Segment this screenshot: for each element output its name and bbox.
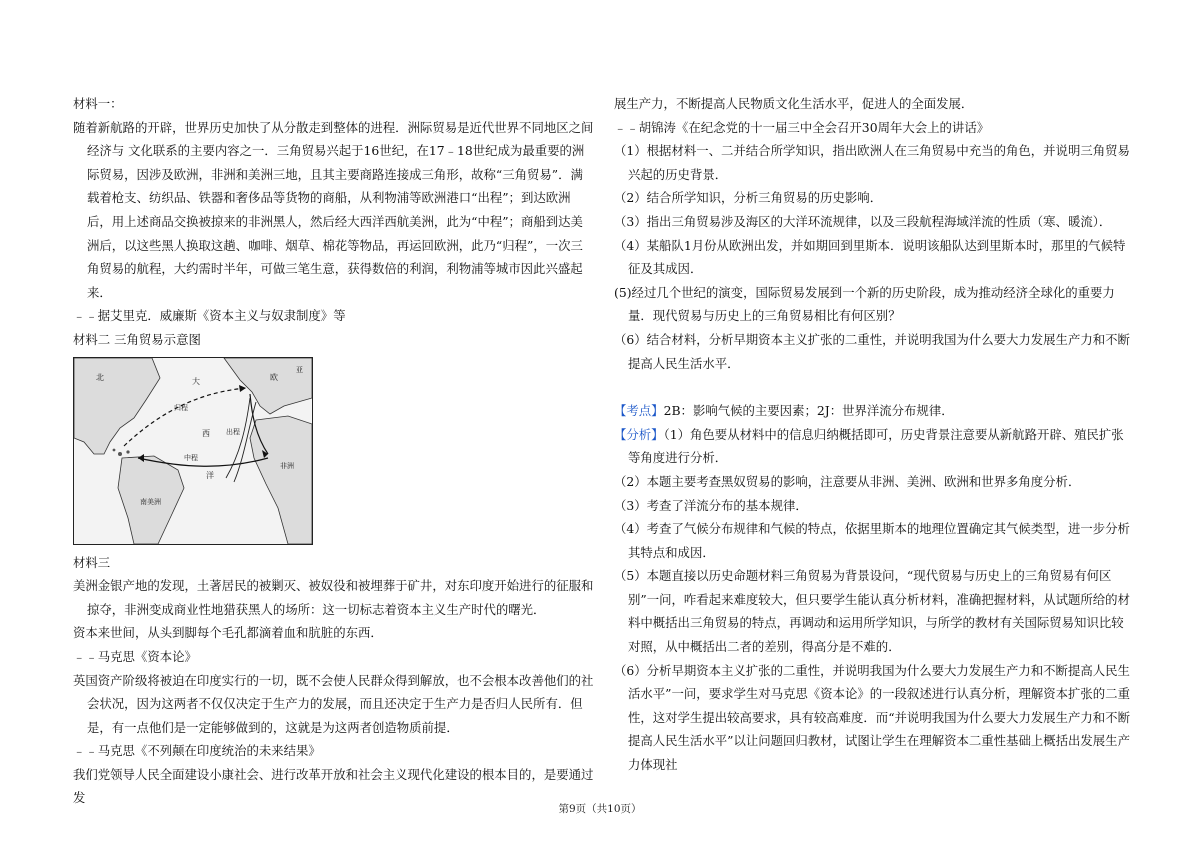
- map-label-north: 北: [96, 372, 104, 382]
- fenxi-text-1: （1）角色要从材料中的信息归纳概括即可，历史背景注意要从新航路开辟、殖民扩张等角度进行分析．: [628, 426, 1124, 466]
- material-3-source-1: ﹣﹣马克思《资本论》: [73, 648, 197, 664]
- triangle-trade-map: [73, 357, 313, 545]
- material-1-title: 材料一：: [73, 96, 123, 111]
- kaodian-tag: 【考点】: [614, 403, 664, 419]
- map-label-xi: 西: [202, 428, 210, 438]
- material-3-source-2: ﹣﹣马克思《不列颠在印度统治的未来结果》: [73, 743, 321, 759]
- material-3-text-3: 英国资产阶级将被迫在印度实行的一切，既不会使人民群众得到解放，也不会根本改善他们的社会状况，因为这两者不仅仅决定于生产力的发展，而且还决定于生产力是否归人民所有．但是，有一点他们是一定能够做到的，这就是为这两者创造物质前提．: [73, 672, 594, 735]
- page-footer: 第9页（共10页）: [558, 803, 642, 815]
- fenxi-tag: 【分析】: [614, 426, 664, 442]
- map-label-zhong: 中程: [184, 453, 198, 462]
- question-5: (5)经过几个世纪的演变，国际贸易发展到一个新的历史阶段，成为推动经济全球化的重要力量．现代贸易与历史上的三角贸易相比有何区别？: [614, 284, 1115, 324]
- fenxi-6: （6）分析早期资本主义扩张的二重性，并说明我国为什么要大力发展生产力和不断提高人民生活水平”一问，要求学生对马克思《资本论》的一段叙述进行认真分析，理解资本扩张的二重性，这对学生提出较高要求，具有较高难度．而“并说明我国为什么要大力发展生产力和不断提高人民生活水平”以让问题回归教材，试图让学生在理解资本二重性基础上概括出发展生产力体现社: [614, 662, 1130, 773]
- question-4: （4）某船队1月份从欧洲出发，并如期回到里斯本．说明该船队达到里斯本时，那里的气候特征及其成因．: [614, 237, 1126, 277]
- africa-shape: [250, 416, 312, 544]
- material-4-source: ﹣﹣胡锦涛《在纪念党的十一届三中全会召开30周年大会上的讲话》: [614, 119, 990, 135]
- material-1-text: 随着新航路的开辟，世界历史加快了从分散走到整体的进程．洲际贸易是近代世界不同地区之间经济与 文化联系的主要内容之一．三角贸易兴起于16世纪，在17﹣18世纪成为最重要的洲际贸易，因涉及欧洲，非洲和美洲三地，且其主要商路连接成三角形，故称“三角贸易”．满载着枪支、纺织品、铁器和奢侈品等货物的商船，从利物浦等欧洲港口“出程”；到达欧洲后，用上述商品交换被掠来的非洲黑人，然后经大西洋西航美洲，此为“中程”；商船到达美洲后，以这些黑人换取这趟、咖啡、烟草、棉花等物品，再运回欧洲，此乃“归程”，一次三角贸易的航程，大约需时半年，可做三笔生意，获得数倍的利润，利物浦等城市因此兴盛起来．: [73, 119, 594, 300]
- north-america-shape: [74, 358, 160, 454]
- map-label-chu: 出程: [226, 427, 240, 436]
- map-label-yang: 洋: [206, 470, 214, 480]
- material-2-title: 材料二 三角贸易示意图: [73, 331, 201, 347]
- material-3-text-1: 美洲金银产地的发现，土著居民的被剿灭、被奴役和被埋葬于矿井，对东印度开始进行的征服和掠夺，非洲变成商业性地猎获黑人的场所：这一切标志着资本主义生产时代的曙光．: [73, 578, 594, 617]
- fenxi-5: （5）本题直接以历史命题材料三角贸易为背景设问，“现代贸易与历史上的三角贸易有何区别”一问，咋看起来难度较大，但只要学生能认真分析材料，准确把握材料，从试题所给的材料中概括出三角贸易的特点，再调动和运用所学知识，与所学的教材有关国际贸易知识比较对照，从中概括出二者的差别，得高分是不难的．: [614, 568, 1130, 655]
- map-label-da: 大: [192, 376, 200, 386]
- material-4-continued: 展生产力，不断提高人民物质文化生活水平，促进人的全面发展．: [614, 96, 974, 111]
- kaodian-text: 2B：影响气候的主要因素；2J：世界洋流分布规律．: [663, 403, 954, 419]
- material-3-text-2: 资本来世间，从头到脚每个毛孔都滴着血和肮脏的东西．: [73, 625, 383, 641]
- question-2: （2）结合所学知识，分析三角贸易的历史影响．: [614, 190, 883, 206]
- question-1: （1）根据材料一、二并结合所学知识，指出欧洲人在三角贸易中充当的角色，并说明三角贸易兴起的历史背景．: [614, 143, 1130, 182]
- material-4-text: 我们党领导人民全面建设小康社会、进行改革开放和社会主义现代化建设的根本目的，是要通过发: [73, 766, 594, 806]
- question-3: （3）指出三角贸易涉及海区的大洋环流规律，以及三段航程海域洋流的性质（寒、暖流）．: [614, 213, 1112, 229]
- fenxi-2: （2）本题主要考查黑奴贸易的影响，注意要从非洲、美洲、欧洲和世界多角度分析．: [614, 473, 1081, 489]
- fenxi-3: （3）考查了洋流分布的基本规律．: [614, 497, 808, 513]
- right-column: [614, 92, 1134, 777]
- map-label-south: 南美洲: [140, 497, 161, 506]
- material-1-source: ﹣﹣据艾里克．威廉斯《资本主义与奴隶制度》等: [73, 308, 346, 324]
- map-label-gui: 归程: [174, 403, 188, 412]
- kaodian-line: [614, 399, 1134, 423]
- left-column: [73, 92, 595, 810]
- map-label-ya: 亚: [296, 365, 303, 374]
- map-label-africa: 非洲: [280, 461, 294, 470]
- map-label-europe: 欧: [270, 372, 278, 382]
- question-6: （6）结合材料，分析早期资本主义扩张的二重性，并说明我国为什么要大力发展生产力和不断提高人民生活水平．: [614, 331, 1130, 371]
- fenxi-4: （4）考查了气候分布规律和气候的特点，依据里斯本的地理位置确定其气候类型，进一步分析其特点和成因．: [614, 521, 1130, 560]
- fenxi-line-1: [614, 423, 1134, 470]
- material-3-title: 材料三: [73, 554, 111, 570]
